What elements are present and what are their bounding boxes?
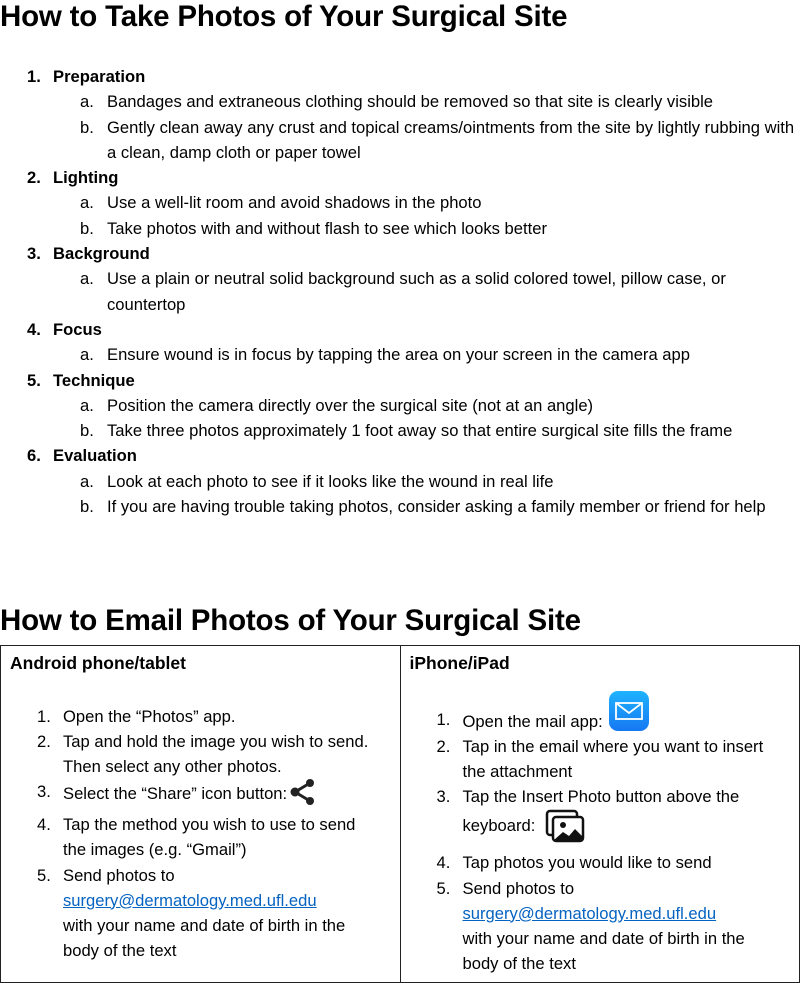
- mail-app-icon: [609, 691, 649, 731]
- title-email-photos: How to Email Photos of Your Surgical Site: [0, 604, 581, 637]
- section-number: 2.: [27, 168, 41, 188]
- iphone-heading: iPhone/iPad: [409, 653, 510, 673]
- section-lighting: [0, 165, 800, 241]
- share-icon: [289, 779, 317, 812]
- insert-photo-icon: [545, 809, 585, 850]
- android-step-5: 5. Send photos to surgery@dermatology.med.ufl.edu with your name and date of birth in the body of the text: [37, 865, 346, 960]
- section-number: 1.: [27, 67, 41, 86]
- android-email-link[interactable]: surgery@dermatology.med.ufl.edu: [63, 890, 317, 910]
- section-title: Technique: [53, 370, 135, 390]
- item-letter: a.: [80, 345, 94, 365]
- item-text: Use a well-lit room and avoid shadows in the photo: [107, 193, 482, 213]
- email-instructions-table: [0, 645, 800, 983]
- list-item: [53, 418, 800, 443]
- section-evaluation: [0, 443, 800, 519]
- item-letter: a.: [80, 193, 94, 213]
- item-text: Use a plain or neutral solid background such as a solid colored towel, pillow case, or countertop: [107, 269, 726, 314]
- photo-instructions-list: [0, 64, 800, 519]
- android-step-4: 4. Tap the method you wish to use to send the images (e.g. “Gmail”): [37, 815, 356, 860]
- android-step-2: 2. Tap and hold the image you wish to send. Then select any other photos.: [37, 732, 369, 777]
- section-number: 4.: [27, 319, 41, 339]
- list-item: [53, 393, 800, 418]
- title-take-photos: How to Take Photos of Your Surgical Site: [0, 0, 568, 33]
- section-background: [0, 241, 800, 317]
- iphone-email-link[interactable]: surgery@dermatology.med.ufl.edu: [462, 903, 717, 923]
- iphone-steps: [401, 707, 800, 976]
- section-number: 3.: [27, 244, 41, 264]
- item-text: Look at each photo to see if it looks like the wound in real life: [107, 471, 554, 491]
- section-number: 6.: [27, 446, 41, 466]
- section-title: Lighting: [53, 168, 119, 188]
- list-item: [53, 342, 800, 367]
- item-letter: b.: [80, 497, 94, 517]
- list-item: [53, 115, 800, 166]
- section-focus: [0, 317, 800, 368]
- iphone-step-2: 2. Tap in the email where you want to insert the attachment: [436, 737, 764, 782]
- item-text: If you are having trouble taking photos, consider asking a family member or friend for help: [107, 497, 766, 517]
- section-title: Background: [53, 244, 150, 264]
- list-item: [53, 89, 800, 114]
- item-letter: b.: [80, 117, 94, 137]
- item-letter: a.: [80, 269, 94, 289]
- section-title: Focus: [53, 319, 102, 339]
- iphone-step-3: 3. Tap the Insert Photo button above the keyboard:: [401, 784, 800, 850]
- list-item: [53, 494, 800, 519]
- android-step-1: 1. Open the “Photos” app.: [37, 707, 236, 726]
- item-text: Ensure wound is in focus by tapping the area on your screen in the camera app: [107, 345, 690, 365]
- item-letter: a.: [80, 395, 94, 415]
- section-preparation: [0, 64, 800, 165]
- iphone-step-4: 4. Tap photos you would like to send: [436, 853, 712, 873]
- iphone-cell: [400, 646, 800, 983]
- android-heading: Android phone/tablet: [10, 653, 186, 673]
- item-letter: b.: [80, 421, 94, 441]
- android-cell: [1, 646, 401, 983]
- item-letter: a.: [80, 92, 94, 112]
- section-title: Preparation: [53, 67, 146, 86]
- item-letter: a.: [80, 471, 94, 491]
- list-item: [53, 216, 800, 241]
- item-text: Gently clean away any crust and topical creams/ointments from the site by lightly rubbing with a clean, damp cloth or paper towel: [107, 117, 795, 162]
- list-item: [53, 266, 800, 317]
- item-text: Bandages and extraneous clothing should be removed so that site is clearly visible: [107, 92, 714, 112]
- section-number: 5.: [27, 370, 41, 390]
- section-technique: [0, 368, 800, 444]
- list-item: [53, 469, 800, 494]
- iphone-step-1: 1. Open the mail app:: [401, 707, 800, 734]
- iphone-step-5: 5. Send photos to surgery@dermatology.med.ufl.edu with your name and date of birth in the body of the text: [436, 878, 745, 973]
- item-text: Take three photos approximately 1 foot away so that entire surgical site fills the frame: [107, 421, 733, 441]
- item-text: Take photos with and without flash to see which looks better: [107, 218, 547, 238]
- android-step-3: 3. Select the “Share” icon button:: [1, 779, 400, 812]
- item-letter: b.: [80, 218, 94, 238]
- section-title: Evaluation: [53, 446, 137, 466]
- android-steps: [1, 704, 400, 963]
- list-item: [53, 190, 800, 215]
- item-text: Position the camera directly over the surgical site (not at an angle): [107, 395, 594, 415]
